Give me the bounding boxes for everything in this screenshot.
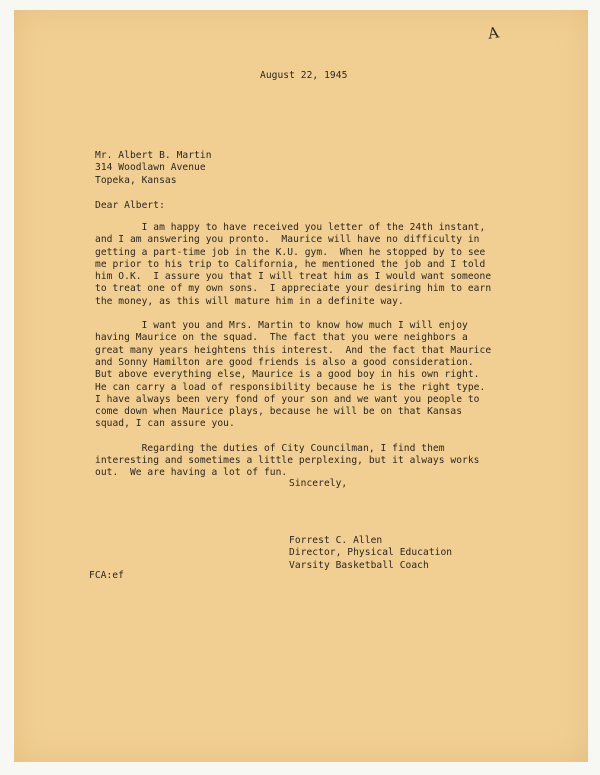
- body-line: him O.K. I assure you that I will treat him as I would want someone: [95, 271, 492, 283]
- body-line: to treat one of my own sons. I appreciate your desiring him to earn: [95, 283, 492, 295]
- reference-initials: FCA:ef: [89, 570, 124, 581]
- body-line: and I am answering you pronto. Maurice will have no difficulty in: [95, 234, 480, 246]
- body-line: getting a part-time job in the K.U. gym. When he stopped by to see: [95, 246, 486, 258]
- body-line: great many years heightens this interest. And the fact that Maurice: [95, 344, 492, 356]
- signature-block: [289, 535, 452, 572]
- body-line: I am happy to have received you letter of the 24th instant,: [95, 222, 486, 233]
- body-line: and Sonny Hamilton are good friends is also a good consideration.: [95, 356, 474, 368]
- body-line: I have always been very fond of your son and we want you people to: [95, 393, 480, 405]
- body-line: But above everything else, Maurice is a good boy in his own right.: [95, 369, 480, 381]
- body-line: squad, I can assure you.: [95, 418, 235, 430]
- signature-name: Forrest C. Allen: [289, 535, 383, 546]
- body-line: interesting and sometimes a little perplexing, but it always works: [95, 455, 480, 467]
- address-line: 314 Woodlawn Avenue: [95, 162, 206, 174]
- paragraph-1: [95, 222, 525, 308]
- body-line: Regarding the duties of City Councilman, I find them: [95, 442, 445, 454]
- signature-title: Director, Physical Education: [289, 547, 453, 559]
- body-line: the money, as this will mature him in a definite way.: [95, 295, 404, 307]
- body-line: out. We are having a lot of fun.: [95, 467, 288, 479]
- signature-title: Varsity Basketball Coach: [289, 559, 429, 571]
- body-line: having Maurice on the squad. The fact that you were neighbors a: [95, 332, 468, 344]
- body-line: He can carry a load of responsibility because he is the right type.: [95, 381, 486, 393]
- body-line: come down when Maurice plays, because he will be on that Kansas: [95, 406, 463, 418]
- closing: Sincerely,: [289, 478, 348, 489]
- salutation: Dear Albert:: [95, 200, 165, 211]
- paragraph-3: [95, 443, 525, 480]
- recipient-address: [95, 150, 212, 187]
- paragraph-2: [95, 320, 525, 431]
- address-line: Topeka, Kansas: [95, 174, 177, 186]
- body-line: I want you and Mrs. Martin to know how much I will enjoy: [95, 320, 468, 332]
- letter-body: [95, 222, 525, 492]
- letter-date: August 22, 1945: [260, 70, 348, 81]
- handwritten-mark: A: [486, 23, 501, 43]
- address-line: Mr. Albert B. Martin: [95, 150, 212, 161]
- body-line: me prior to his trip to California, he mentioned the job and I told: [95, 258, 486, 270]
